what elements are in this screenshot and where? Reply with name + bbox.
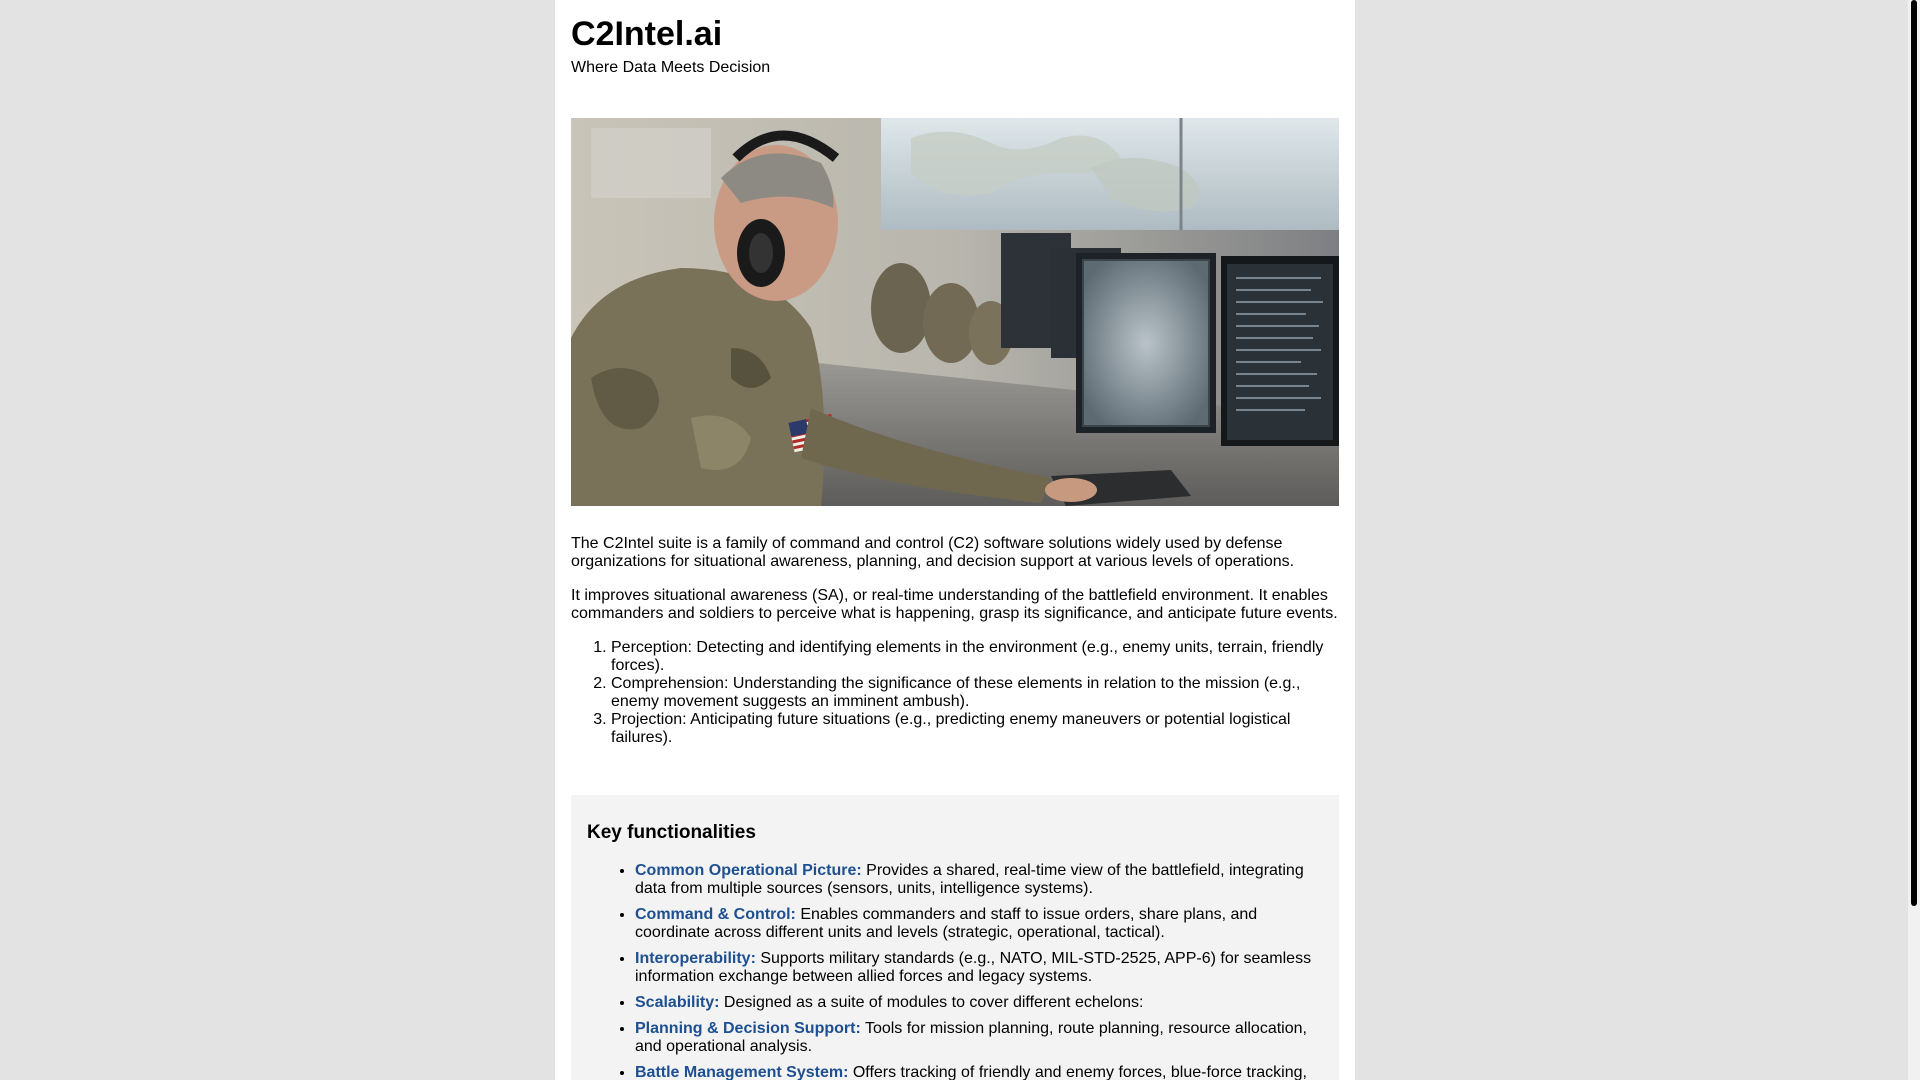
list-item	[635, 862, 1323, 898]
key-functionalities-list	[587, 862, 1323, 1080]
functionality-name: Command & Control:	[635, 906, 796, 923]
functionality-description: Offers tracking of friendly and enemy forces, blue-force tracking,	[848, 1064, 1307, 1080]
functionality-name: Interoperability:	[635, 950, 756, 967]
site-title: C2Intel.ai	[571, 15, 723, 53]
functionality-description: Enables commanders and staff to issue orders, share plans, and coordinate across different units and levels (strategic, operational, tactical).	[635, 906, 1258, 941]
hero-image	[571, 118, 1339, 506]
intro-paragraph-1: The C2Intel suite is a family of command and control (C2) software solutions widely used by defense organizations for situational awareness, planning, and decision support at various levels of operations.	[571, 535, 1295, 570]
list-item	[635, 1020, 1323, 1056]
key-functionalities-panel	[571, 795, 1339, 1080]
sa-levels-list	[571, 639, 1339, 747]
functionality-description: Designed as a suite of modules to cover different echelons:	[719, 994, 1144, 1011]
page-container	[555, 0, 1355, 1080]
list-item: 2. Comprehension: Understanding the significance of these elements in relation to the mission (e.g., enemy movement suggests an imminent ambush).	[611, 675, 1339, 711]
list-item	[635, 1064, 1323, 1080]
scrollbar-thumb[interactable]	[1911, 0, 1917, 906]
functionality-name: Battle Management System:	[635, 1064, 849, 1080]
list-item: 1. Perception: Detecting and identifying elements in the environment (e.g., enemy units, terrain, friendly forces).	[611, 639, 1339, 675]
list-item: 3. Projection: Anticipating future situations (e.g., predicting enemy maneuvers or potential logistical failures).	[611, 711, 1339, 747]
vertical-scrollbar[interactable]	[1908, 0, 1920, 1080]
functionality-description: Tools for mission planning, route planning, resource allocation, and operational analysis.	[635, 1020, 1307, 1055]
site-tagline: Where Data Meets Decision	[571, 59, 771, 76]
list-item	[635, 950, 1323, 986]
list-item	[635, 994, 1323, 1012]
list-item	[635, 906, 1323, 942]
functionality-name: Planning & Decision Support:	[635, 1020, 861, 1037]
intro-paragraph-2: It improves situational awareness (SA), or real-time understanding of the battlefield environment. It enables commanders and soldiers to perceive what is happening, grasp its significance, and anticipate future events.	[571, 587, 1338, 622]
functionality-description: Provides a shared, real-time view of the battlefield, integrating data from multiple sources (sensors, units, intelligence systems).	[635, 862, 1304, 897]
functionality-name: Scalability:	[635, 994, 720, 1011]
functionality-description: Supports military standards (e.g., NATO, MIL-STD-2525, APP-6) for seamless information exchange between allied forces and legacy systems.	[635, 950, 1312, 985]
functionality-name: Common Operational Picture:	[635, 862, 862, 879]
key-functionalities-title: Key functionalities	[587, 822, 756, 843]
